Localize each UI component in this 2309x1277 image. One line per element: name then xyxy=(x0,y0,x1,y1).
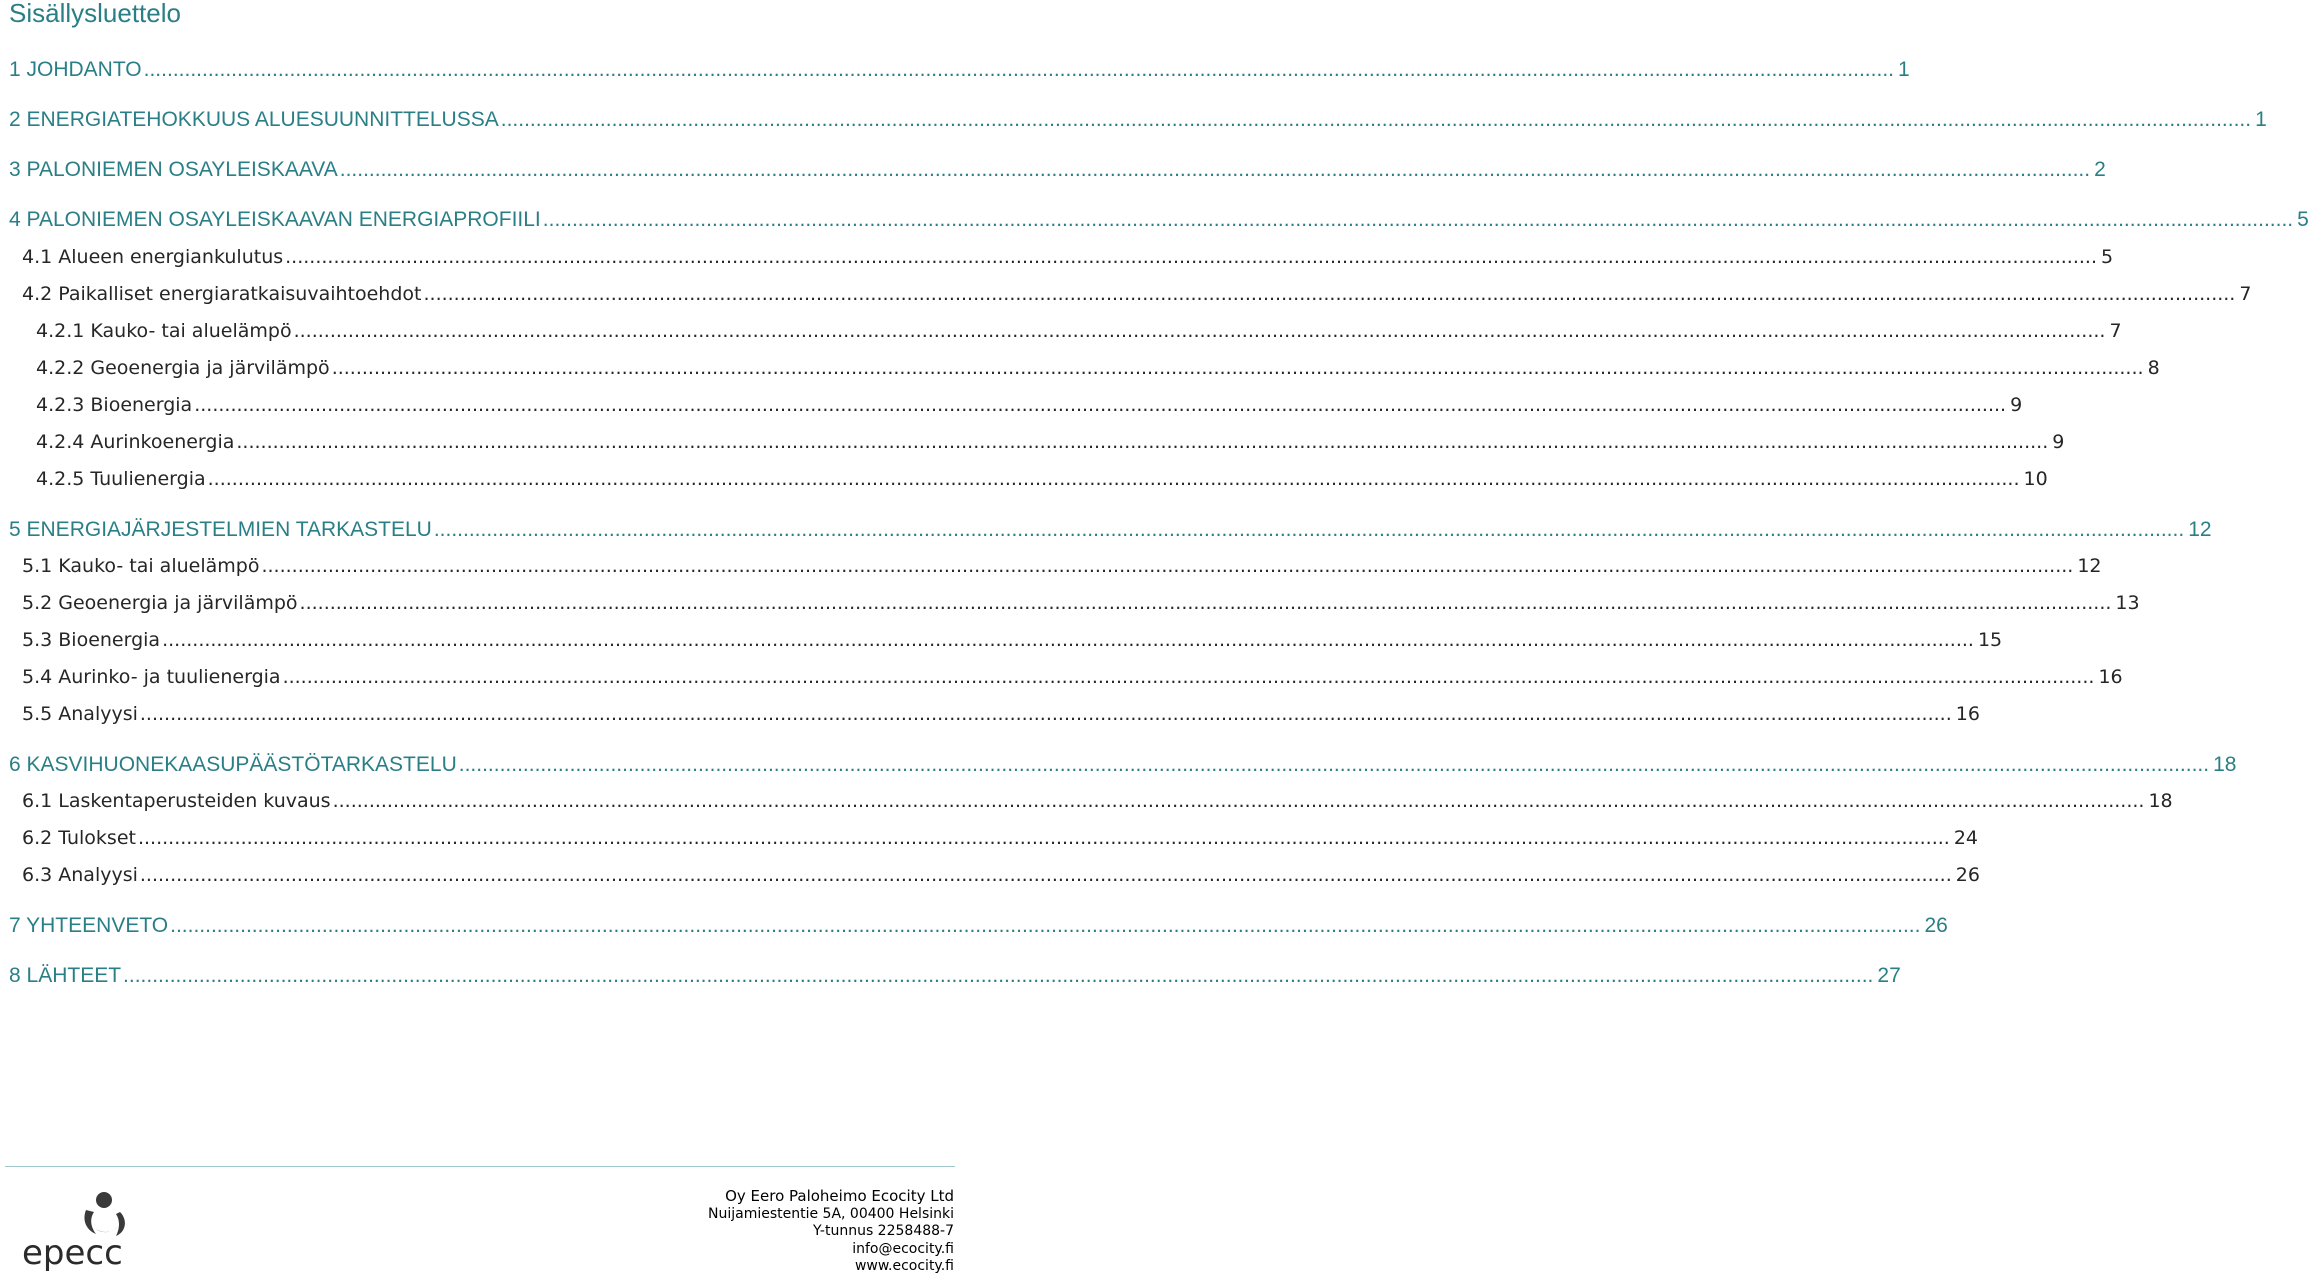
toc-entry-title: 4.2.3 Bioenergia xyxy=(36,394,193,416)
toc-leader-dots: ............................................................................................................................................................................................................................................................................................................ xyxy=(293,320,2106,342)
toc-entry[interactable] xyxy=(0,666,2123,694)
toc-entry-page-number: 24 xyxy=(1953,827,1979,849)
toc-entry-page-number: 15 xyxy=(1977,629,2003,651)
toc-leader-dots: ............................................................................................................................................................................................................................................................................................................ xyxy=(170,914,1921,937)
toc-leader-dots: ............................................................................................................................................................................................................................................................................................................ xyxy=(331,357,2144,379)
toc-entry-title: 5.1 Kauko- tai aluelämpö xyxy=(22,555,260,577)
toc-entry-page-number: 7 xyxy=(2239,283,2252,305)
toc-entry-page-number: 27 xyxy=(1877,964,1901,987)
toc-leader-dots: ............................................................................................................................................................................................................................................................................................................ xyxy=(332,790,2145,812)
toc-entry-page-number: 13 xyxy=(2115,592,2140,614)
toc-leader-dots: ............................................................................................................................................................................................................................................................................................................ xyxy=(261,555,2074,577)
logo-text: epecc xyxy=(22,1233,123,1273)
toc-entry[interactable] xyxy=(0,357,2160,385)
company-address: Nuijamiestentie 5A, 00400 Helsinki xyxy=(707,1205,954,1222)
toc-entry-page-number: 9 xyxy=(2052,431,2065,453)
toc-entry[interactable] xyxy=(0,158,2106,188)
toc-entry[interactable] xyxy=(0,394,2023,422)
toc-entry-title: 5.4 Aurinko- ja tuulienergia xyxy=(22,666,281,688)
toc-leader-dots: ............................................................................................................................................................................................................................................................................................................ xyxy=(299,592,2112,614)
toc-entry[interactable] xyxy=(0,320,2122,348)
toc-entry[interactable] xyxy=(0,703,1980,731)
toc-entry-page-number: 9 xyxy=(2010,394,2023,416)
toc-entry-page-number: 5 xyxy=(2101,246,2114,268)
toc-leader-dots: ............................................................................................................................................................................................................................................................................................................ xyxy=(207,468,2020,490)
toc-entry[interactable] xyxy=(0,964,1901,994)
toc-leader-dots: ............................................................................................................................................................................................................................................................................................................ xyxy=(194,394,2007,416)
toc-entry-title: 4.1 Alueen energiankulutus xyxy=(22,246,284,268)
toc-leader-dots: ............................................................................................................................................................................................................................................................................................................ xyxy=(143,58,1894,81)
toc-entry-title: 5 ENERGIAJÄRJESTELMIEN TARKASTELU xyxy=(9,518,432,541)
toc-entry[interactable] xyxy=(0,864,1980,892)
toc-entry[interactable] xyxy=(0,431,2065,459)
toc-entry-page-number: 12 xyxy=(2188,518,2212,541)
toc-leader-dots: ............................................................................................................................................................................................................................................................................................................ xyxy=(282,666,2095,688)
toc-entry-title: 6.1 Laskentaperusteiden kuvaus xyxy=(22,790,331,812)
toc-entry-title: 5.3 Bioenergia xyxy=(22,629,161,651)
toc-entry[interactable] xyxy=(0,246,2114,274)
toc-entry[interactable] xyxy=(0,468,2048,496)
toc-entry-title: 6 KASVIHUONEKAASUPÄÄSTÖTARKASTELU xyxy=(9,753,457,776)
toc-entry-page-number: 2 xyxy=(2094,158,2106,181)
toc-entry-page-number: 1 xyxy=(1897,58,1910,81)
toc-entry-title: 6.3 Analyysi xyxy=(22,864,138,886)
toc-entry-page-number: 26 xyxy=(1955,864,1980,886)
toc-entry[interactable] xyxy=(0,827,1979,855)
toc-entry-page-number: 1 xyxy=(2255,108,2267,131)
toc-entry-title: 5.2 Geoenergia ja järvilämpö xyxy=(22,592,298,614)
toc-entry-title: 5.5 Analyysi xyxy=(22,703,138,725)
toc-entry-title: 8 LÄHTEET xyxy=(9,964,122,987)
toc-entry-title: 4.2 Paikalliset energiaratkaisuvaihtoehdot xyxy=(22,283,422,305)
toc-entry-page-number: 10 xyxy=(2023,468,2048,490)
toc-entry-page-number: 16 xyxy=(1955,703,1980,725)
toc-entry-page-number: 5 xyxy=(2297,208,2309,231)
company-website[interactable]: www.ecocity.fi xyxy=(854,1258,954,1274)
toc-entry-title: 2 ENERGIATEHOKKUUS ALUESUUNNITTELUSSA xyxy=(9,108,499,131)
toc-leader-dots: ............................................................................................................................................................................................................................................................................................................ xyxy=(458,753,2210,776)
toc-leader-dots: ............................................................................................................................................................................................................................................................................................................ xyxy=(139,703,1952,725)
company-business-id: Y-tunnus 2258488-7 xyxy=(813,1223,954,1239)
toc-entry-title: 7 YHTEENVETO xyxy=(9,914,169,937)
toc-leader-dots: ............................................................................................................................................................................................................................................................................................................ xyxy=(500,108,2252,131)
toc-entry[interactable] xyxy=(0,108,2267,138)
page-title: Sisällysluettelo xyxy=(9,0,181,28)
toc-leader-dots: ............................................................................................................................................................................................................................................................................................................ xyxy=(339,158,2091,181)
toc-entry[interactable] xyxy=(0,790,2173,818)
toc-entry[interactable] xyxy=(0,753,2237,783)
company-name: Oy Eero Paloheimo Ecocity Ltd xyxy=(725,1187,954,1205)
toc-entry-page-number: 18 xyxy=(2148,790,2173,812)
footer-divider xyxy=(5,1166,955,1167)
toc-leader-dots: ............................................................................................................................................................................................................................................................................................................ xyxy=(139,864,1952,886)
toc-leader-dots: ............................................................................................................................................................................................................................................................................................................ xyxy=(236,431,2049,453)
toc-entry-title: 4.2.1 Kauko- tai aluelämpö xyxy=(36,320,292,342)
toc-entry-title: 6.2 Tulokset xyxy=(22,827,136,849)
toc-entry-title: 4.2.2 Geoenergia ja järvilämpö xyxy=(36,357,330,379)
toc-leader-dots: ............................................................................................................................................................................................................................................................................................................ xyxy=(285,246,2098,268)
toc-entry-title: 4 PALONIEMEN OSAYLEISKAAVAN ENERGIAPROFIILI xyxy=(9,208,541,231)
toc-leader-dots: ............................................................................................................................................................................................................................................................................................................ xyxy=(123,964,1874,987)
toc-entry-page-number: 18 xyxy=(2213,753,2237,776)
toc-entry-title: 4.2.5 Tuulienergia xyxy=(36,468,206,490)
toc-entry[interactable] xyxy=(0,914,1948,944)
toc-entry[interactable] xyxy=(0,592,2140,620)
logo-mark-icon xyxy=(84,1192,124,1236)
toc-entry-title: 4.2.4 Aurinkoenergia xyxy=(36,431,235,453)
toc-leader-dots: ............................................................................................................................................................................................................................................................................................................ xyxy=(137,827,1950,849)
toc-leader-dots: ............................................................................................................................................................................................................................................................................................................ xyxy=(162,629,1974,651)
toc-entry-page-number: 12 xyxy=(2077,555,2102,577)
toc-entry[interactable] xyxy=(0,555,2102,583)
company-info xyxy=(708,1188,954,1276)
toc-leader-dots: ............................................................................................................................................................................................................................................................................................................ xyxy=(423,283,2236,305)
toc-entry-page-number: 16 xyxy=(2098,666,2123,688)
toc-entry-page-number: 8 xyxy=(2147,357,2160,379)
toc-leader-dots: ............................................................................................................................................................................................................................................................................................................ xyxy=(542,208,2294,231)
toc-entry-title: 3 PALONIEMEN OSAYLEISKAAVA xyxy=(9,158,338,181)
company-email[interactable]: info@ecocity.fi xyxy=(852,1240,954,1257)
epecc-logo xyxy=(20,1190,150,1273)
toc-entry[interactable] xyxy=(0,208,2309,238)
toc-entry[interactable] xyxy=(0,629,2003,657)
toc-entry[interactable] xyxy=(0,518,2212,548)
toc-entry-page-number: 26 xyxy=(1924,914,1948,937)
toc-entry-page-number: 7 xyxy=(2109,320,2122,342)
toc-entry[interactable] xyxy=(0,283,2252,311)
toc-entry-title: 1 JOHDANTO xyxy=(9,58,142,81)
toc-leader-dots: ............................................................................................................................................................................................................................................................................................................ xyxy=(433,518,2185,541)
toc-entry[interactable] xyxy=(0,58,1910,88)
